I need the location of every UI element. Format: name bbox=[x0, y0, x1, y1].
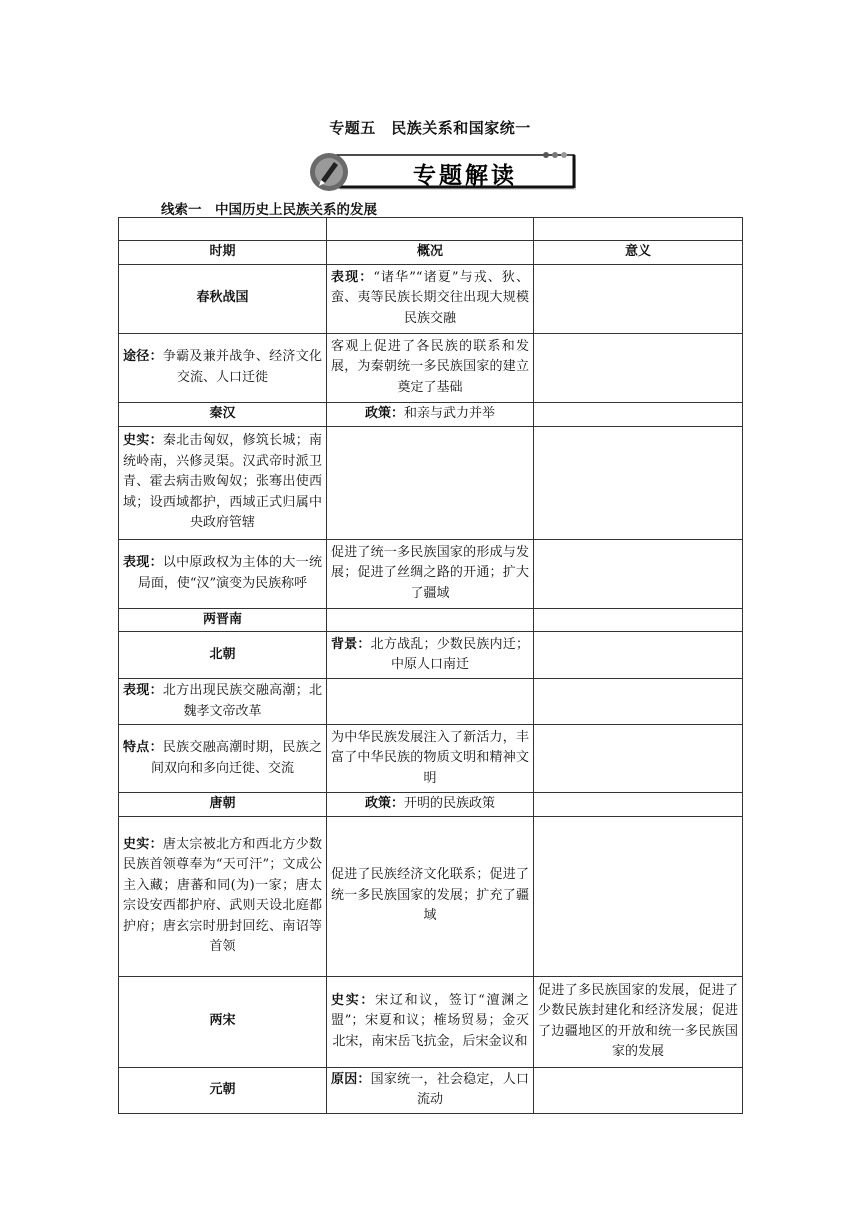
cell-label: 史实： bbox=[123, 836, 163, 852]
cell-label: 政策： bbox=[364, 796, 404, 811]
overview-cell bbox=[119, 816, 327, 976]
cell-label: 特点： bbox=[123, 740, 163, 755]
cell-text: 和亲与武力并举 bbox=[404, 405, 496, 421]
table-cell bbox=[119, 218, 327, 241]
table-cell bbox=[327, 218, 534, 241]
table-row bbox=[119, 816, 743, 976]
table-cell bbox=[327, 679, 534, 725]
significance-cell: 促进了统一多民族国家的形成与发展；促进了丝绸之路的开通；扩大了疆域 bbox=[327, 539, 534, 608]
cell-text: 北方出现民族交融高潮；北魏孝文帝改革 bbox=[162, 683, 322, 719]
period-cell: 唐朝 bbox=[119, 793, 327, 817]
cell-text: 开明的民族政策 bbox=[404, 796, 496, 811]
period-cell: 两晋南 bbox=[119, 608, 327, 632]
overview-cell bbox=[327, 264, 534, 333]
overview-cell bbox=[119, 539, 327, 608]
ethnic-relations-table bbox=[118, 217, 743, 1114]
cell-label: 原因： bbox=[331, 1071, 371, 1087]
significance-cell: 为中华民族发展注入了新活力，丰富了中华民族的物质文明和精神文明 bbox=[327, 725, 534, 793]
table-cell bbox=[534, 402, 743, 426]
significance-cell: 客观上促进了各民族的联系和发展，为秦朝统一多民族国家的建立奠定了基础 bbox=[327, 333, 534, 402]
table-row bbox=[119, 725, 743, 793]
cell-label: 背景： bbox=[331, 636, 371, 652]
table-cell bbox=[534, 426, 743, 539]
cell-text: “诸华”“诸夏”与戎、狄、蛮、夷等民族长期交往出现大规模民族交融 bbox=[331, 269, 529, 326]
section-banner bbox=[310, 150, 580, 194]
cell-text: 争霸及兼并战争、经济文化交流、人口迁徙 bbox=[162, 349, 322, 385]
overview-cell bbox=[119, 679, 327, 725]
overview-cell bbox=[327, 1067, 534, 1113]
cell-label: 表现： bbox=[331, 269, 374, 285]
significance-cell: 促进了民族经济文化联系；促进了统一多民族国家的发展；扩充了疆域 bbox=[327, 816, 534, 976]
cell-text: 民族交融高潮时期，民族之间双向和多向迁徙、交流 bbox=[150, 740, 322, 776]
table-header-row bbox=[119, 241, 743, 265]
table-row bbox=[119, 976, 743, 1067]
table-cell bbox=[327, 608, 534, 632]
cell-text: 宋辽和议，签订“澶渊之盟”；宋夏和议；榷场贸易；金灭北宋，南宋岳飞抗金，后宋金议和 bbox=[331, 992, 529, 1049]
cell-text: 唐太宗被北方和西北方少数民族首领尊奉为“天可汗”；文成公主入藏；唐蕃和同(为)一家；唐太宗设安西都护府、武则天设北庭都护府；唐玄宗时册封回纥、南诏等首领 bbox=[123, 836, 322, 954]
overview-cell bbox=[327, 402, 534, 426]
clue-heading: 线索一 中国历史上民族关系的发展 bbox=[161, 202, 377, 218]
header-period: 时期 bbox=[119, 241, 327, 265]
cell-label: 政策： bbox=[364, 405, 404, 421]
cell-label: 表现： bbox=[123, 683, 163, 698]
page-title: 专题五 民族关系和国家统一 bbox=[329, 119, 531, 137]
cell-text: 国家统一，社会稳定，人口流动 bbox=[370, 1071, 529, 1107]
table-cell bbox=[534, 333, 743, 402]
table-cell bbox=[327, 426, 534, 539]
header-overview: 概况 bbox=[327, 241, 534, 265]
overview-cell bbox=[119, 426, 327, 539]
table-row bbox=[119, 632, 743, 679]
table-row bbox=[119, 402, 743, 426]
table-row bbox=[119, 264, 743, 333]
table-cell bbox=[534, 632, 743, 679]
overview-cell bbox=[119, 333, 327, 402]
banner-title: 专题解读 bbox=[413, 163, 517, 189]
table-row bbox=[119, 679, 743, 725]
cell-label: 途径： bbox=[123, 349, 163, 364]
table-cell bbox=[534, 816, 743, 976]
header-significance: 意义 bbox=[534, 241, 743, 265]
overview-cell bbox=[327, 793, 534, 817]
significance-cell: 促进了多民族国家的发展，促进了少数民族封建化和经济发展；促进了边疆地区的开放和统一多民族国家的发展 bbox=[534, 976, 743, 1067]
cell-text: 以中原政权为主体的大一统局面，使“汉”演变为民族称呼 bbox=[137, 555, 322, 591]
table-row bbox=[119, 793, 743, 817]
table-cell bbox=[534, 218, 743, 241]
overview-cell bbox=[327, 632, 534, 679]
period-cell: 秦汉 bbox=[119, 402, 327, 426]
table-row bbox=[119, 333, 743, 402]
cell-label: 史实： bbox=[331, 992, 376, 1008]
cell-text: 北方战乱；少数民族内迁；中原人口南迁 bbox=[370, 636, 529, 672]
table-row bbox=[119, 426, 743, 539]
cell-label: 表现： bbox=[123, 555, 163, 570]
table-cell bbox=[534, 539, 743, 608]
table-row bbox=[119, 1067, 743, 1113]
overview-cell bbox=[119, 725, 327, 793]
table-cell bbox=[534, 793, 743, 817]
cell-label: 史实： bbox=[123, 433, 163, 449]
table-row bbox=[119, 608, 743, 632]
table-cell bbox=[534, 679, 743, 725]
period-cell: 春秋战国 bbox=[119, 264, 327, 333]
table-cell bbox=[534, 608, 743, 632]
period-cell: 两宋 bbox=[119, 976, 327, 1067]
cell-text: 秦北击匈奴，修筑长城；南统岭南，兴修灵渠。汉武帝时派卫青、霍去病击败匈奴；张骞出使西域；设西域都护，西域正式归属中央政府管辖 bbox=[123, 433, 322, 531]
table-cell bbox=[534, 1067, 743, 1113]
table-row bbox=[119, 218, 743, 241]
table-cell bbox=[534, 725, 743, 793]
period-cell: 北朝 bbox=[119, 632, 327, 679]
overview-cell bbox=[327, 976, 534, 1067]
table-cell bbox=[534, 264, 743, 333]
table-row bbox=[119, 539, 743, 608]
period-cell: 元朝 bbox=[119, 1067, 327, 1113]
